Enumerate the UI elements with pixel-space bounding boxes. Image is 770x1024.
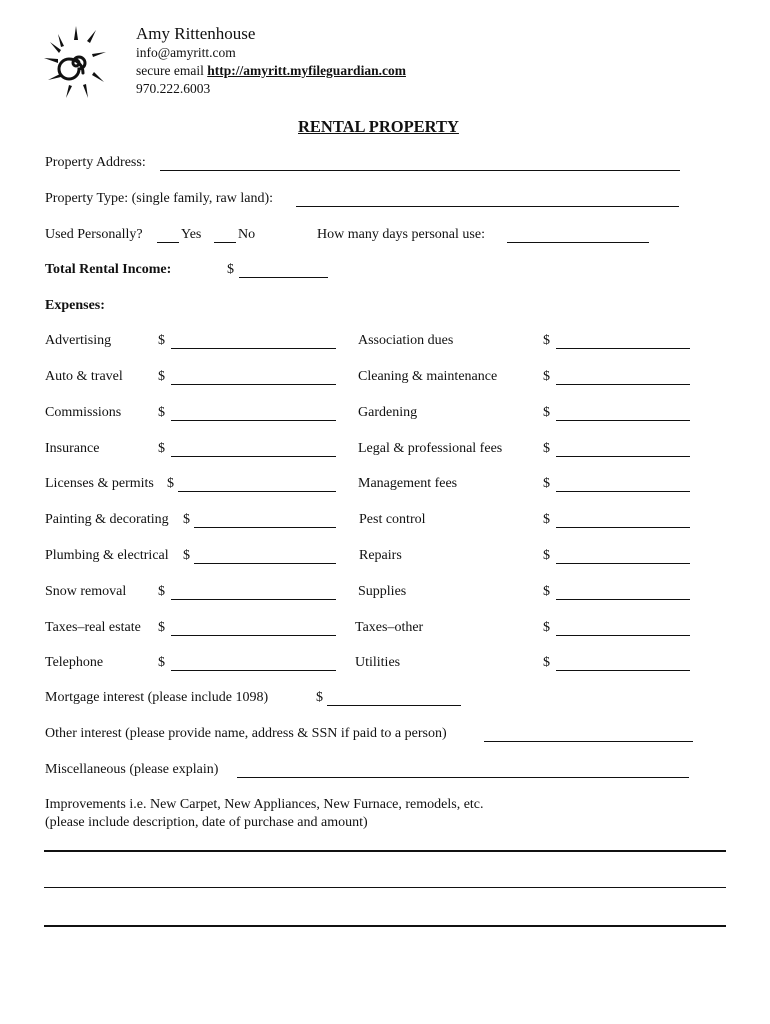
property-address-field[interactable] (160, 155, 680, 171)
property-type-label: Property Type: (single family, raw land): (45, 191, 274, 206)
dollar-sign: $ (543, 333, 550, 348)
expense-label: Advertising (45, 333, 112, 348)
dollar-sign: $ (158, 441, 165, 456)
expense-amount-field[interactable] (194, 512, 336, 528)
dollar-sign: $ (543, 512, 550, 527)
expense-label: Commissions (45, 405, 122, 420)
property-address-label: Property Address: (45, 155, 146, 170)
days-personal-use-field[interactable] (507, 227, 649, 243)
sun-spiral-logo-icon (40, 22, 112, 102)
expense-amount-field[interactable] (556, 405, 690, 421)
mortgage-interest-label: Mortgage interest (please include 1098) (45, 690, 269, 705)
expense-label: Plumbing & electrical (45, 548, 169, 563)
contact-phone: 970.222.6003 (136, 81, 211, 96)
expense-amount-field[interactable] (556, 512, 690, 528)
used-personally-label: Used Personally? (45, 227, 143, 242)
expense-amount-field[interactable] (556, 441, 690, 457)
dollar-sign: $ (158, 333, 165, 348)
expense-amount-field[interactable] (171, 584, 336, 600)
expense-amount-field[interactable] (171, 655, 336, 671)
expense-amount-field[interactable] (171, 369, 336, 385)
other-interest-label: Other interest (please provide name, address & SSN if paid to a person) (45, 726, 447, 741)
secure-email-link[interactable]: http://amyritt.myfileguardian.com (207, 63, 406, 78)
expenses-heading: Expenses: (45, 298, 105, 313)
dollar-sign: $ (543, 441, 550, 456)
expense-amount-field[interactable] (178, 476, 336, 492)
dollar-sign: $ (227, 262, 234, 277)
other-interest-field[interactable] (484, 726, 693, 742)
dollar-sign: $ (543, 584, 550, 599)
improvements-line-2[interactable] (44, 887, 726, 888)
dollar-sign: $ (167, 476, 174, 491)
dollar-sign: $ (183, 512, 190, 527)
dollar-sign: $ (543, 405, 550, 420)
contact-email[interactable]: info@amyritt.com (136, 45, 236, 60)
total-rental-income-label: Total Rental Income: (45, 262, 172, 277)
dollar-sign: $ (316, 690, 323, 705)
expense-label: Taxes–other (355, 620, 424, 635)
expense-amount-field[interactable] (556, 369, 690, 385)
dollar-sign: $ (543, 620, 550, 635)
expense-amount-field[interactable] (171, 333, 336, 349)
yes-label: Yes (181, 227, 202, 242)
mortgage-interest-field[interactable] (327, 690, 461, 706)
improvements-line-3[interactable] (44, 925, 726, 927)
expense-amount-field[interactable] (194, 548, 336, 564)
page-title: RENTAL PROPERTY (298, 117, 459, 136)
expense-label: Auto & travel (45, 369, 123, 384)
expense-amount-field[interactable] (171, 620, 336, 636)
no-label: No (238, 227, 256, 242)
days-personal-use-label: How many days personal use: (317, 227, 485, 242)
property-type-field[interactable] (296, 191, 679, 207)
expense-label: Cleaning & maintenance (358, 369, 498, 384)
expense-label: Repairs (359, 548, 402, 563)
miscellaneous-field[interactable] (237, 762, 689, 778)
dollar-sign: $ (158, 584, 165, 599)
expense-label: Insurance (45, 441, 100, 456)
expense-label: Utilities (355, 655, 401, 670)
dollar-sign: $ (543, 655, 550, 670)
dollar-sign: $ (158, 369, 165, 384)
secure-email-row (136, 63, 406, 79)
used-personally-no-field[interactable] (214, 227, 236, 243)
dollar-sign: $ (543, 476, 550, 491)
expense-label: Licenses & permits (45, 476, 154, 491)
expense-amount-field[interactable] (556, 548, 690, 564)
expense-label: Legal & professional fees (358, 441, 503, 456)
expense-amount-field[interactable] (556, 333, 690, 349)
expense-label: Painting & decorating (45, 512, 169, 527)
dollar-sign: $ (543, 548, 550, 563)
total-rental-income-field[interactable] (239, 262, 328, 278)
used-personally-yes-field[interactable] (157, 227, 179, 243)
dollar-sign: $ (158, 405, 165, 420)
improvements-note: (please include description, date of purchase and amount) (45, 815, 368, 830)
expense-label: Association dues (358, 333, 454, 348)
expense-amount-field[interactable] (556, 655, 690, 671)
dollar-sign: $ (158, 620, 165, 635)
contact-name: Amy Rittenhouse (136, 24, 256, 43)
dollar-sign: $ (158, 655, 165, 670)
expense-label: Telephone (45, 655, 104, 670)
expense-amount-field[interactable] (171, 441, 336, 457)
expense-amount-field[interactable] (556, 620, 690, 636)
dollar-sign: $ (543, 369, 550, 384)
expense-label: Gardening (358, 405, 418, 420)
expense-label: Pest control (359, 512, 426, 527)
expense-label: Taxes–real estate (45, 620, 141, 635)
expense-label: Supplies (358, 584, 407, 599)
expense-amount-field[interactable] (556, 476, 690, 492)
dollar-sign: $ (183, 548, 190, 563)
improvements-label: Improvements i.e. New Carpet, New Appliances, New Furnace, remodels, etc. (45, 797, 484, 812)
expense-label: Snow removal (45, 584, 127, 599)
secure-email-label: secure email (136, 63, 204, 78)
expense-label: Management fees (358, 476, 458, 491)
expense-amount-field[interactable] (556, 584, 690, 600)
miscellaneous-label: Miscellaneous (please explain) (45, 762, 219, 777)
improvements-line-1[interactable] (44, 850, 726, 852)
expense-amount-field[interactable] (171, 405, 336, 421)
